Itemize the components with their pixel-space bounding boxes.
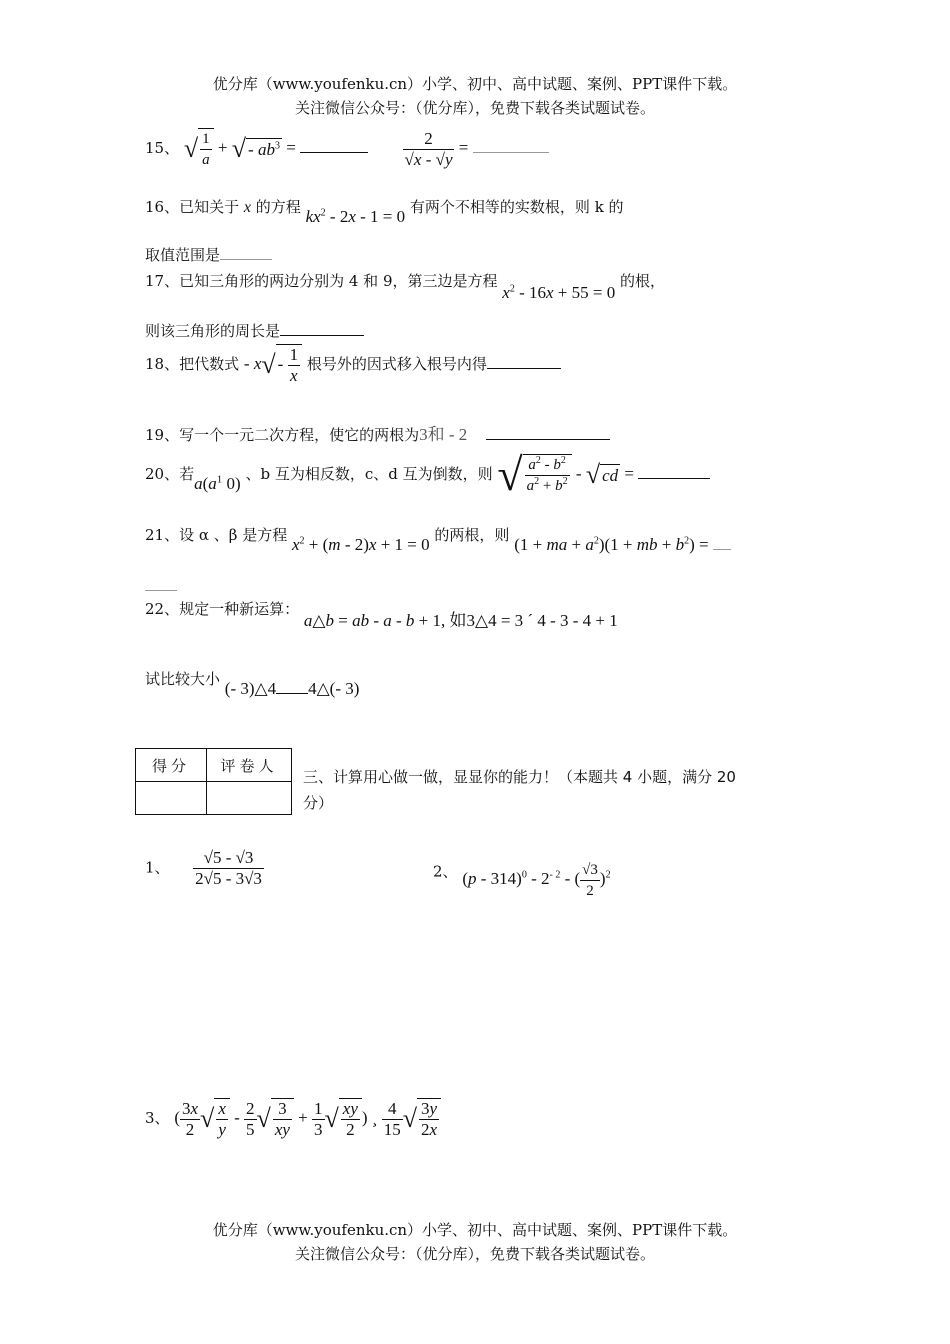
header-line-2: 关注微信公众号：（优分库），免费下载各类试题试卷。 (294, 99, 655, 117)
question-number: 17、 (145, 272, 180, 290)
question-number: 15、 (145, 138, 180, 157)
problem-2-expression: $(p - 314)^0 - 2^{- 2}$ - ( $\frac{√3}{2}$ )$^2$ (462, 862, 611, 899)
answer-blank[interactable] (280, 335, 364, 336)
problem-3-expression: ( $\frac{3x}{2}$ √ $\frac{x}{y}$ - $\frac{2}{5}$ √ $\frac{3}{xy}$ + $\frac{1}{3}$ √ $\frac{xy}{2}$ ) ¸ $\frac{4}{15}$ √ $\frac{3y}{2x}$ (174, 1108, 441, 1127)
answer-blank[interactable] (487, 368, 561, 369)
q19-roots: 3和 - 2 (419, 425, 468, 444)
score-cell[interactable] (136, 782, 207, 815)
formula-15: √ $\frac{1}{a}$ + √ - $ab^3$ = $\frac{2}{√x - √y}$ = (184, 138, 549, 157)
q16-var-x: x (243, 199, 251, 216)
question-19 (145, 424, 610, 446)
question-number: 21、 (145, 526, 180, 544)
problem-1-expression: $\frac{√5 - √3}{2√5 - 3√3}$ (195, 848, 262, 888)
grader-cell[interactable] (207, 782, 292, 815)
page-footer (0, 1218, 950, 1266)
answer-blank[interactable] (220, 259, 272, 260)
question-number: 22、 (145, 600, 180, 618)
question-15 (145, 128, 549, 170)
q17-text-2: 的根， (620, 272, 666, 290)
q16-text-4: 取值范围是 (145, 246, 221, 264)
q16-text-3: 有两个不相等的实数根，则 k 的 (409, 198, 624, 216)
q21-equation: $x^2 + (m - 2)x + 1 = 0$ (291, 535, 430, 554)
problem-number: 1、 (145, 858, 170, 877)
question-17-cont (145, 320, 364, 342)
problem-number: 2、 (433, 862, 458, 881)
footer-line-1: 优分库（www.youfenku.cn）小学、初中、高中试题、案例、PPT课件下载。 (212, 1221, 738, 1239)
footer-line-2: 关注微信公众号：（优分库），免费下载各类试题试卷。 (294, 1245, 655, 1263)
problem-1 (145, 848, 264, 889)
section-3-line-1: 三、计算用心做一做，显显你的能力！（本题共 4 小题，满分 20 (303, 768, 736, 786)
problem-number: 3、 (145, 1108, 170, 1127)
answer-blank-continued[interactable] (145, 590, 177, 591)
question-number: 18、 (145, 354, 180, 373)
question-16-cont (145, 244, 272, 266)
q21-text-2: 的两根，则 (434, 526, 510, 544)
q22-text-1: 规定一种新运算： (179, 600, 300, 618)
grader-header: 评卷人 (207, 749, 292, 782)
section-3-title (303, 764, 823, 816)
q18-expression: - x√ - $\frac{1}{x}$ (244, 354, 302, 373)
q17-equation: $x^2 - 16x + 55 = 0$ (502, 283, 616, 302)
q20-text-2: 、b 互为相反数，c、d 互为倒数，则 (245, 464, 493, 483)
section-3-line-2: 分） (303, 794, 334, 812)
q22-compare: (- 3)△4 4△(- 3) (224, 679, 360, 698)
q16-equation: $kx^2 - 2x - 1 = 0$ (305, 207, 406, 226)
q21-expression: (1 + ma + $a^2)(1$ + mb + $b^2$) = (514, 535, 731, 554)
question-20 (145, 449, 710, 500)
q19-text-1: 写一个一元二次方程，使它的两根为 (179, 426, 420, 444)
question-16 (145, 196, 624, 226)
q17-text-1: 已知三角形的两边分别为 4 和 9，第三边是方程 (179, 272, 498, 290)
answer-blank[interactable] (486, 439, 610, 440)
q18-text-1: 把代数式 (179, 354, 240, 373)
question-22-cont (145, 668, 360, 698)
question-number: 16、 (145, 198, 180, 216)
question-number: 20、 (145, 464, 180, 483)
q22-text-2: 试比较大小 (145, 670, 221, 688)
q17-text-3: 则该三角形的周长是 (145, 322, 281, 340)
score-header: 得分 (136, 749, 207, 782)
q22-definition: a△b = ab - a - b + 1, 如3△4 = 3 ´ 4 - 3 - 4 + 1 (303, 611, 618, 630)
question-17 (145, 270, 666, 302)
q16-text-1: 已知关于 (179, 198, 240, 216)
page-header (0, 72, 950, 120)
q20-expression: √ $\frac{a^2 - b^2}{a^2 + b^2}$ - √ cd = (497, 464, 710, 483)
question-21 (145, 524, 731, 554)
q20-text-1: 若 (179, 464, 195, 483)
q16-text-2: 的方程 (255, 198, 301, 216)
question-number: 19、 (145, 426, 180, 444)
q20-condition: $a(a^1$ 0) (194, 473, 241, 493)
header-line-1: 优分库（www.youfenku.cn）小学、初中、高中试题、案例、PPT课件下载。 (212, 75, 738, 93)
question-22 (145, 598, 618, 630)
q21-text-1: 设 α 、β 是方程 (179, 526, 288, 544)
q18-text-2: 根号外的因式移入根号内得 (306, 354, 487, 373)
score-table (135, 748, 292, 815)
problem-3 (145, 1098, 441, 1140)
question-18 (145, 344, 561, 386)
problem-2 (433, 852, 611, 899)
